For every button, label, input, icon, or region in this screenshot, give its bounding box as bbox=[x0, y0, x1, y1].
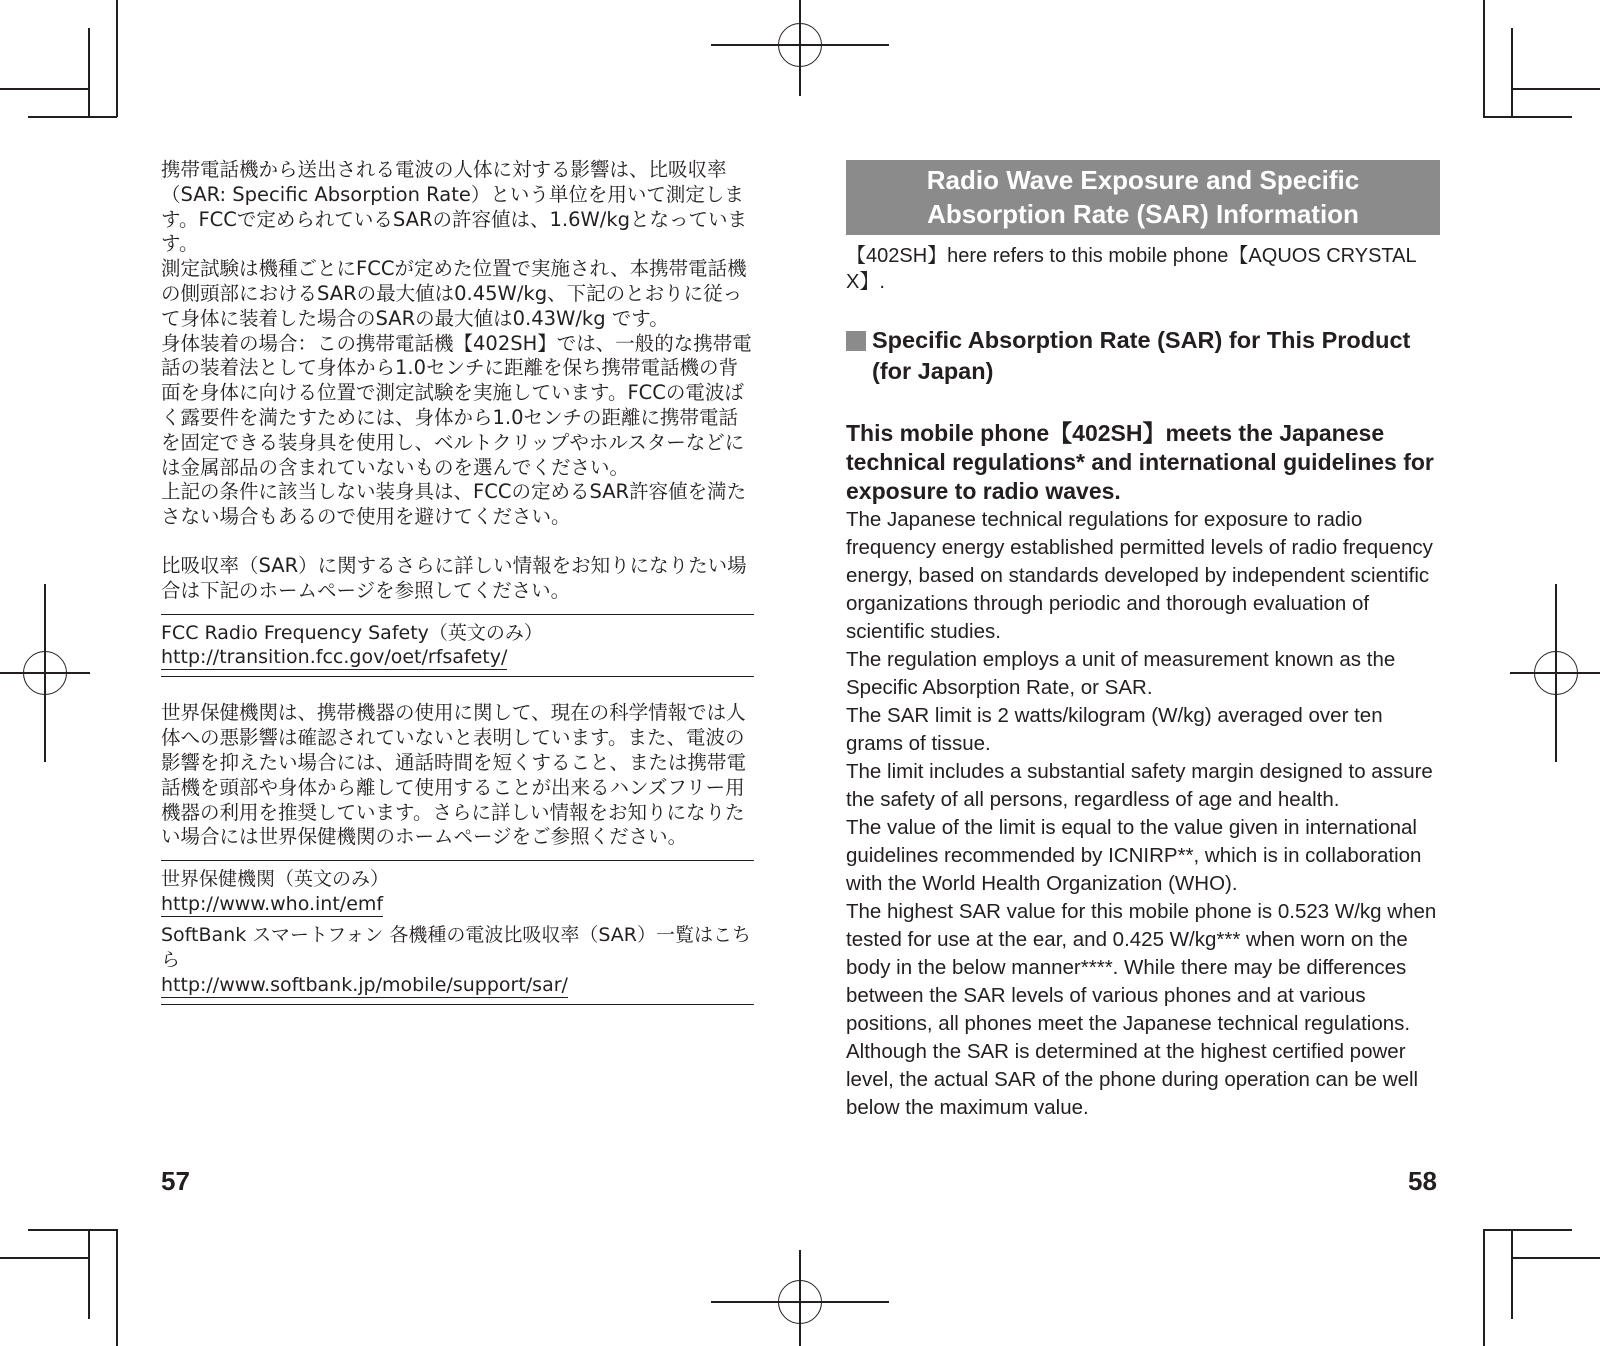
body-paragraph: The value of the limit is equal to the value given in international guidelines recommended by ICNIRP**, which is in collaboration with the World Health Organization (WHO). bbox=[846, 816, 1422, 895]
body-paragraph: Although the SAR is determined at the highest certified power level, the actual SAR of the phone during operation can be well below the maximum value. bbox=[846, 1040, 1419, 1119]
crop-mark bbox=[28, 1229, 117, 1231]
fcc-link-label: FCC Radio Frequency Safety（英文のみ） bbox=[161, 621, 543, 644]
body-paragraph: The Japanese technical regulations for exposure to radio frequency energy established permitted levels of radio frequency energy, based on standards developed by independent scientific organizations through periodic and thorough evaluation of scientific studies. bbox=[846, 508, 1433, 643]
crop-mark bbox=[1511, 28, 1513, 118]
crop-mark bbox=[0, 88, 90, 90]
body-paragraph: The regulation employs a unit of measurement known as the Specific Absorption Rate, or SAR. bbox=[846, 648, 1396, 699]
who-link[interactable]: http://www.who.int/emf bbox=[161, 892, 384, 915]
softbank-link[interactable]: http://www.softbank.jp/mobile/support/sar/ bbox=[161, 973, 568, 996]
page-number-left: 57 bbox=[161, 1166, 190, 1196]
fcc-link-box bbox=[161, 614, 754, 678]
intro-note: 【402SH】here refers to this mobile phone【AQUOS CRYSTAL X】. bbox=[846, 245, 1416, 293]
registration-mark bbox=[1534, 651, 1578, 695]
jp-paragraph: 測定試験は機種ごとにFCCが定めた位置で実施され、本携帯電話機の側頭部におけるSARの最大値は0.45W/kg、下記のとおりに従って身体に装着した場合のSARの最大値は0.43W/kg です。 bbox=[161, 257, 747, 330]
crop-mark bbox=[1511, 88, 1600, 90]
crop-mark bbox=[1483, 1229, 1485, 1346]
fcc-link[interactable]: http://transition.fcc.gov/oet/rfsafety/ bbox=[161, 646, 508, 669]
square-bullet-icon bbox=[846, 331, 866, 351]
banner-line: Absorption Rate (SAR) Information bbox=[927, 199, 1359, 229]
jp-paragraph: 上記の条件に該当しない装身具は、FCCの定めるSAR許容値を満たさない場合もあるので使用を避けてください。 bbox=[161, 480, 747, 529]
section-heading-text: Specific Absorption Rate (SAR) for This Product (for Japan) bbox=[872, 327, 1411, 384]
jp-paragraph: 身体装着の場合：この携帯電話機【402SH】では、一般的な携帯電話の装着法として身体から1.0センチに距離を保ち携帯電話機の背面を身体に向ける位置で測定試験を実施しています。FCCの電波ばく露要件を満たすためには、身体から1.0センチの距離に携帯電話を固定できる装身具を使用し、ベルトクリップやホルスターなどには金属部品の含まれていないものを選んでください。 bbox=[161, 331, 752, 479]
crop-mark bbox=[1483, 0, 1485, 117]
body-paragraph: The limit includes a substantial safety margin designed to assure the safety of all persons, regardless of age and health. bbox=[846, 760, 1433, 811]
crop-mark bbox=[28, 116, 117, 118]
section-heading bbox=[846, 325, 1440, 387]
registration-mark bbox=[778, 1280, 822, 1324]
right-page bbox=[846, 160, 1440, 1122]
registration-mark bbox=[23, 651, 67, 695]
crop-mark bbox=[116, 1229, 118, 1346]
who-link-box bbox=[161, 860, 754, 1004]
crop-mark bbox=[116, 0, 118, 117]
who-link-label: 世界保健機関（英文のみ） bbox=[161, 868, 390, 891]
crop-mark bbox=[88, 1229, 90, 1319]
crop-mark bbox=[1483, 1229, 1572, 1231]
page-number-right: 58 bbox=[1408, 1166, 1437, 1196]
body-paragraph: The highest SAR value for this mobile phone is 0.523 W/kg when tested for use at the ear, and 0.425 W/kg*** when worn on the body in the below manner****. While there may be differences between the SAR levels of various phones and at various positions, all phones meet the Japanese technical regulations. bbox=[846, 900, 1437, 1035]
registration-mark bbox=[778, 23, 822, 67]
left-page bbox=[161, 158, 754, 1005]
crop-mark bbox=[1483, 116, 1572, 118]
sar-info-intro: 比吸収率（SAR）に関するさらに詳しい情報をお知りになりたい場合は下記のホームページを参照してください。 bbox=[161, 553, 747, 602]
body-paragraph: The SAR limit is 2 watts/kilogram (W/kg) averaged over ten grams of tissue. bbox=[846, 704, 1383, 755]
crop-mark bbox=[0, 1257, 90, 1259]
softbank-link-label: SoftBank スマートフォン 各機種の電波比吸収率（SAR）一覧はこちら bbox=[161, 923, 752, 971]
banner-line: Radio Wave Exposure and Specific bbox=[926, 165, 1360, 195]
crop-mark bbox=[1511, 1229, 1513, 1319]
crop-mark bbox=[1511, 1257, 1600, 1259]
section-banner bbox=[846, 160, 1440, 235]
crop-mark bbox=[88, 28, 90, 118]
who-paragraph: 世界保健機関は、携帯機器の使用に関して、現在の科学情報では人体への悪影響は確認されていないと表明しています。また、電波の影響を抑えたい場合には、通話時間を短くすること、または携帯電話機を頭部や身体から離して使用することが出来るハンズフリー用機器の利用を推奨しています。さらに詳しい情報をお知りになりたい場合には世界保健機関のホームページをご参照ください。 bbox=[161, 701, 747, 849]
jp-paragraph: 携帯電話機から送出される電波の人体に対する影響は、比吸収率（SAR: Specific Absorption Rate）という単位を用いて測定します。FCCで定められているSARの許容値は、1.6W/kgとなっています。 bbox=[161, 158, 748, 256]
lead-statement: This mobile phone【402SH】meets the Japanese technical regulations* and international guidelines for exposure to radio waves. bbox=[846, 420, 1434, 504]
